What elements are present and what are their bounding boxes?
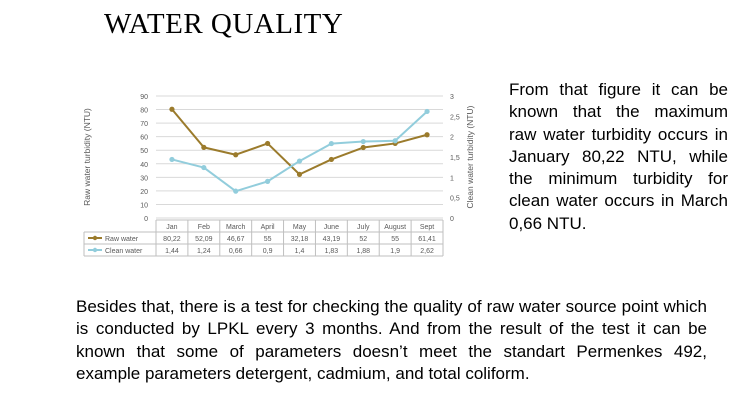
data-point-raw-water [201,145,206,150]
x-tick-label: Sept [419,224,435,231]
data-label-clean-water: 0,9 [262,248,273,255]
data-label-raw-water: 52,09 [195,236,213,243]
y-tick-label-right: 0 [450,216,454,223]
data-point-clean-water [297,158,302,163]
data-label-clean-water: 2,62 [420,248,434,255]
data-label-clean-water: 0,66 [228,248,243,255]
y-tick-label-left: 0 [144,216,148,223]
y-tick-label-right: 3 [450,94,454,101]
data-point-clean-water [424,109,429,114]
x-tick-label: June [323,224,339,231]
findings-paragraph: From that figure it can be known that the maximum raw water turbidity occurs in January 80,22 NTU, while the minimum turbidity for clean water occurs in March 0,66 NTU. [509,80,728,233]
data-point-raw-water [169,107,174,112]
y-tick-label-right: 0,5 [450,195,460,203]
legend-marker-clean-water [93,248,97,252]
x-tick-label: May [292,224,307,231]
data-label-raw-water: 43,19 [322,236,341,243]
data-point-clean-water [361,139,366,144]
y-tick-label-left: 80 [140,107,148,115]
data-point-raw-water [329,157,334,162]
test-summary-paragraph: Besides that, there is a test for checking the quality of raw water source point which is conducted by LPKL every 3 months. And from the result of the test it can be known that some of parameters doesn’t meet the standart Permenkes 492, example parameters detergent, cadmium, and total coliform. [76,297,707,383]
data-label-raw-water: 32,18 [290,236,309,243]
data-point-clean-water [393,138,398,143]
data-label-raw-water: 61,41 [418,236,436,243]
y-tick-label-right: 2,5 [450,114,460,122]
data-point-raw-water [361,145,366,150]
slide-title: WATER QUALITY [104,8,344,40]
data-point-clean-water [169,157,174,162]
y-tick-label-left: 50 [140,148,148,156]
y-tick-label-right: 2 [450,134,454,142]
x-tick-label: April [260,224,275,231]
data-label-clean-water: 1,24 [197,248,211,255]
data-point-raw-water [265,141,270,146]
data-point-raw-water [233,152,238,157]
data-label-clean-water: 1,9 [390,248,401,255]
data-point-clean-water [265,179,270,184]
data-label-raw-water: 80,22 [163,236,181,243]
data-label-clean-water: 1,88 [356,248,371,255]
data-point-clean-water [329,141,334,146]
y-axis-title-left: Raw water turbidity (NTU) [82,108,92,206]
x-tick-label: August [384,224,407,231]
legend-label-raw-water: Raw water [105,236,139,243]
y-tick-label-left: 30 [140,175,148,183]
legend-marker-raw-water [93,236,97,240]
y-tick-label-left: 20 [140,188,148,196]
x-tick-label: Jan [166,224,178,231]
data-label-clean-water: 1,44 [165,248,179,255]
legend-label-clean-water: Clean water [105,248,143,255]
data-label-raw-water: 55 [391,236,400,243]
data-point-clean-water [233,189,238,194]
y-tick-label-left: 40 [140,161,148,169]
turbidity-line-chart [76,86,476,268]
y-tick-label-left: 60 [140,134,148,142]
data-point-clean-water [201,165,206,170]
x-tick-label: March [225,224,246,231]
data-label-raw-water: 52 [359,236,368,243]
data-label-raw-water: 55 [263,236,272,243]
y-tick-label-right: 1 [450,175,454,183]
y-tick-label-left: 10 [140,202,148,210]
data-label-raw-water: 46,67 [226,236,245,243]
y-tick-label-left: 90 [140,94,148,101]
data-label-clean-water: 1,83 [324,248,339,255]
data-point-raw-water [424,132,429,137]
y-tick-label-right: 1,5 [450,155,460,162]
y-tick-label-left: 70 [140,121,148,129]
x-tick-label: July [357,224,370,231]
x-tick-label: Feb [197,224,210,231]
y-axis-title-right: Clean water turbidity (NTU) [465,105,475,209]
data-label-clean-water: 1,4 [294,248,305,255]
data-point-raw-water [297,172,302,177]
